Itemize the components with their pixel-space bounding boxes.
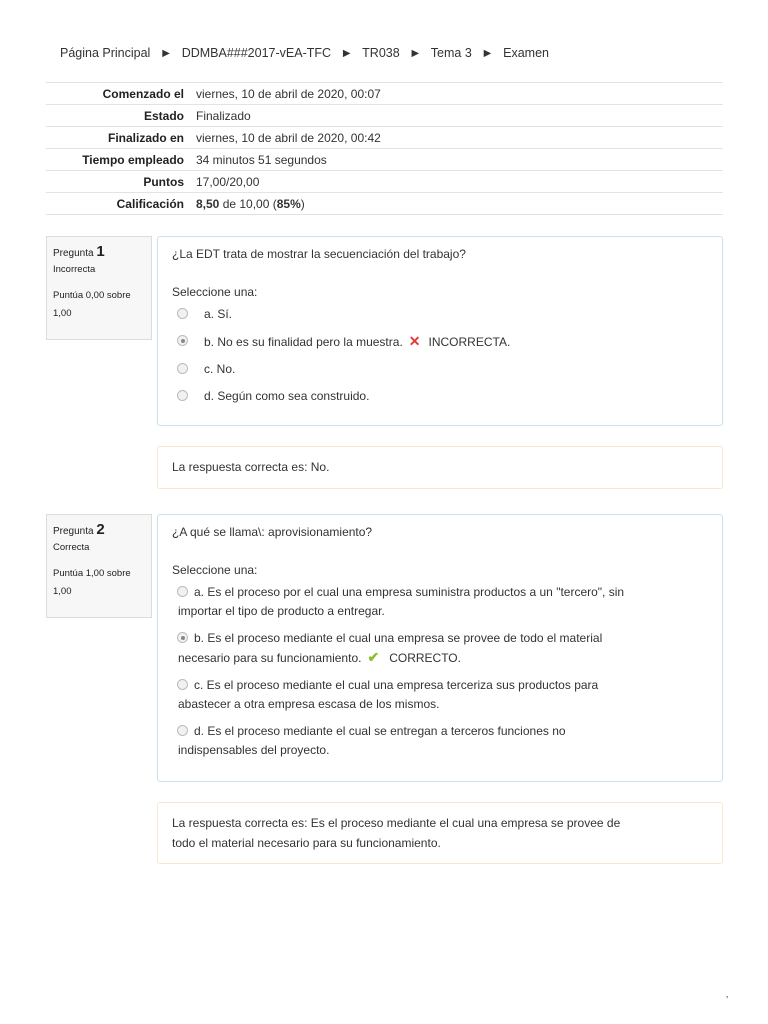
answer-option-d[interactable] bbox=[172, 722, 708, 760]
answer-label: d. Según como sea construido. bbox=[204, 389, 370, 403]
answer-label: b. Es el proceso mediante el cual una empresa se provee de todo el material bbox=[194, 631, 603, 645]
question-grade: Puntúa 0,00 sobre 1,00 bbox=[53, 290, 131, 319]
question-state: Correcta bbox=[53, 542, 90, 553]
summary-label: Estado bbox=[46, 105, 190, 127]
summary-value: viernes, 10 de abril de 2020, 00:42 bbox=[190, 127, 723, 149]
answer-option-b[interactable] bbox=[172, 629, 708, 668]
summary-label: Puntos bbox=[46, 171, 190, 193]
answer-label-cont: necesario para su funcionamiento. bbox=[178, 651, 362, 665]
question-box-1 bbox=[157, 236, 723, 426]
breadcrumb-separator: ► bbox=[340, 46, 353, 60]
answer-label-wrap bbox=[204, 332, 510, 352]
feedback-text: La respuesta correcta es: No. bbox=[172, 460, 330, 474]
summary-value: viernes, 10 de abril de 2020, 00:07 bbox=[190, 83, 723, 105]
answer-label-cont: indispensables del proyecto. bbox=[178, 743, 330, 757]
summary-row-points bbox=[46, 171, 723, 193]
feedback-text: La respuesta correcta es: Es el proceso mediante el cual una empresa se provee de bbox=[172, 816, 621, 830]
summary-row-finished bbox=[46, 127, 723, 149]
summary-value: 17,00/20,00 bbox=[190, 171, 723, 193]
attempt-summary-table bbox=[46, 82, 723, 215]
answer-label-wrap bbox=[178, 676, 598, 714]
feedback-text-cont: todo el material necesario para su funcionamiento. bbox=[172, 836, 441, 850]
answer-radio[interactable] bbox=[177, 679, 188, 690]
answer-option-a[interactable] bbox=[172, 305, 708, 324]
answer-radio-selected[interactable] bbox=[177, 632, 188, 643]
answer-label-wrap bbox=[178, 629, 602, 668]
answer-list bbox=[172, 305, 708, 406]
question-prompt: Seleccione una: bbox=[172, 563, 258, 577]
breadcrumb-exam-link[interactable]: Examen bbox=[503, 46, 549, 60]
answer-label: c. No. bbox=[204, 362, 236, 376]
question-grade: Puntúa 1,00 sobre 1,00 bbox=[53, 568, 131, 597]
correct-answer-feedback-2 bbox=[157, 802, 723, 864]
summary-row-grade bbox=[46, 193, 723, 215]
breadcrumb-section-link[interactable]: TR038 bbox=[362, 46, 400, 60]
summary-label: Tiempo empleado bbox=[46, 149, 190, 171]
question-number bbox=[53, 521, 145, 538]
breadcrumb-separator: ► bbox=[159, 46, 173, 60]
breadcrumb-separator: ► bbox=[481, 46, 494, 60]
question-info-2 bbox=[46, 514, 152, 618]
grade-score: 8,50 bbox=[196, 196, 220, 211]
summary-label: Comenzado el bbox=[46, 83, 190, 105]
question-prefix: Pregunta bbox=[53, 248, 94, 259]
question-text: ¿A qué se llama\: aprovisionamiento? bbox=[172, 525, 373, 539]
answer-label: a. Sí. bbox=[204, 307, 233, 321]
summary-row-time-taken bbox=[46, 149, 723, 171]
grade-percent: 85% bbox=[276, 196, 301, 211]
grade-close: ) bbox=[300, 196, 305, 211]
question-prefix: Pregunta bbox=[53, 526, 94, 537]
breadcrumb-course-link[interactable]: DDMBA###2017-vEA-TFC bbox=[181, 46, 332, 60]
question-number-value: 2 bbox=[96, 521, 105, 538]
question-number bbox=[53, 243, 145, 260]
grade-of: de 10,00 ( bbox=[219, 196, 277, 211]
answer-label-cont: importar el tipo de producto a entregar. bbox=[178, 604, 385, 618]
summary-label: Calificación bbox=[46, 193, 190, 215]
answer-option-c[interactable] bbox=[172, 676, 708, 714]
answer-label: a. Es el proceso por el cual una empresa suministra productos a un "tercero", sin bbox=[194, 585, 625, 599]
summary-row-state bbox=[46, 105, 723, 127]
breadcrumb-topic-link[interactable]: Tema 3 bbox=[430, 46, 472, 60]
correct-check-icon: ✔ bbox=[367, 649, 380, 665]
answer-radio[interactable] bbox=[177, 363, 188, 374]
question-box-2 bbox=[157, 514, 723, 782]
question-state: Incorrecta bbox=[53, 264, 96, 275]
answer-feedback-label: INCORRECTA. bbox=[428, 335, 511, 349]
answer-label: d. Es el proceso mediante el cual se entregan a terceros funciones no bbox=[194, 724, 566, 738]
question-prompt: Seleccione una: bbox=[172, 285, 258, 299]
summary-value: Finalizado bbox=[190, 105, 723, 127]
summary-grade-value bbox=[190, 193, 723, 215]
answer-radio-selected[interactable] bbox=[177, 335, 188, 346]
answer-label-cont: abastecer a otra empresa escasa de los mismos. bbox=[178, 697, 440, 711]
answer-radio[interactable] bbox=[177, 390, 188, 401]
question-info-1 bbox=[46, 236, 152, 340]
answer-radio[interactable] bbox=[177, 308, 188, 319]
correct-answer-feedback-1 bbox=[157, 446, 723, 489]
answer-label-wrap bbox=[178, 583, 624, 621]
breadcrumb-separator: ► bbox=[409, 46, 422, 60]
answer-option-c[interactable] bbox=[172, 360, 708, 379]
summary-value: 34 minutos 51 segundos bbox=[190, 149, 723, 171]
answer-radio[interactable] bbox=[177, 586, 188, 597]
breadcrumb bbox=[60, 46, 549, 60]
breadcrumb-home-link[interactable]: Página Principal bbox=[60, 46, 151, 60]
answer-label-wrap bbox=[178, 722, 566, 760]
question-text: ¿La EDT trata de mostrar la secuenciación del trabajo? bbox=[172, 247, 466, 261]
answer-option-b[interactable] bbox=[172, 332, 708, 352]
page-footer-mark: ’ bbox=[726, 995, 729, 1006]
answer-feedback-label: CORRECTO. bbox=[389, 651, 461, 665]
answer-label: b. No es su finalidad pero la muestra. bbox=[204, 335, 403, 349]
question-number-value: 1 bbox=[96, 243, 105, 260]
answer-list bbox=[172, 583, 708, 760]
summary-row-started bbox=[46, 83, 723, 105]
summary-label: Finalizado en bbox=[46, 127, 190, 149]
answer-label: c. Es el proceso mediante el cual una empresa terceriza sus productos para bbox=[194, 678, 599, 692]
answer-radio[interactable] bbox=[177, 725, 188, 736]
incorrect-x-icon: ✕ bbox=[408, 333, 421, 349]
answer-option-a[interactable] bbox=[172, 583, 708, 621]
answer-option-d[interactable] bbox=[172, 387, 708, 406]
